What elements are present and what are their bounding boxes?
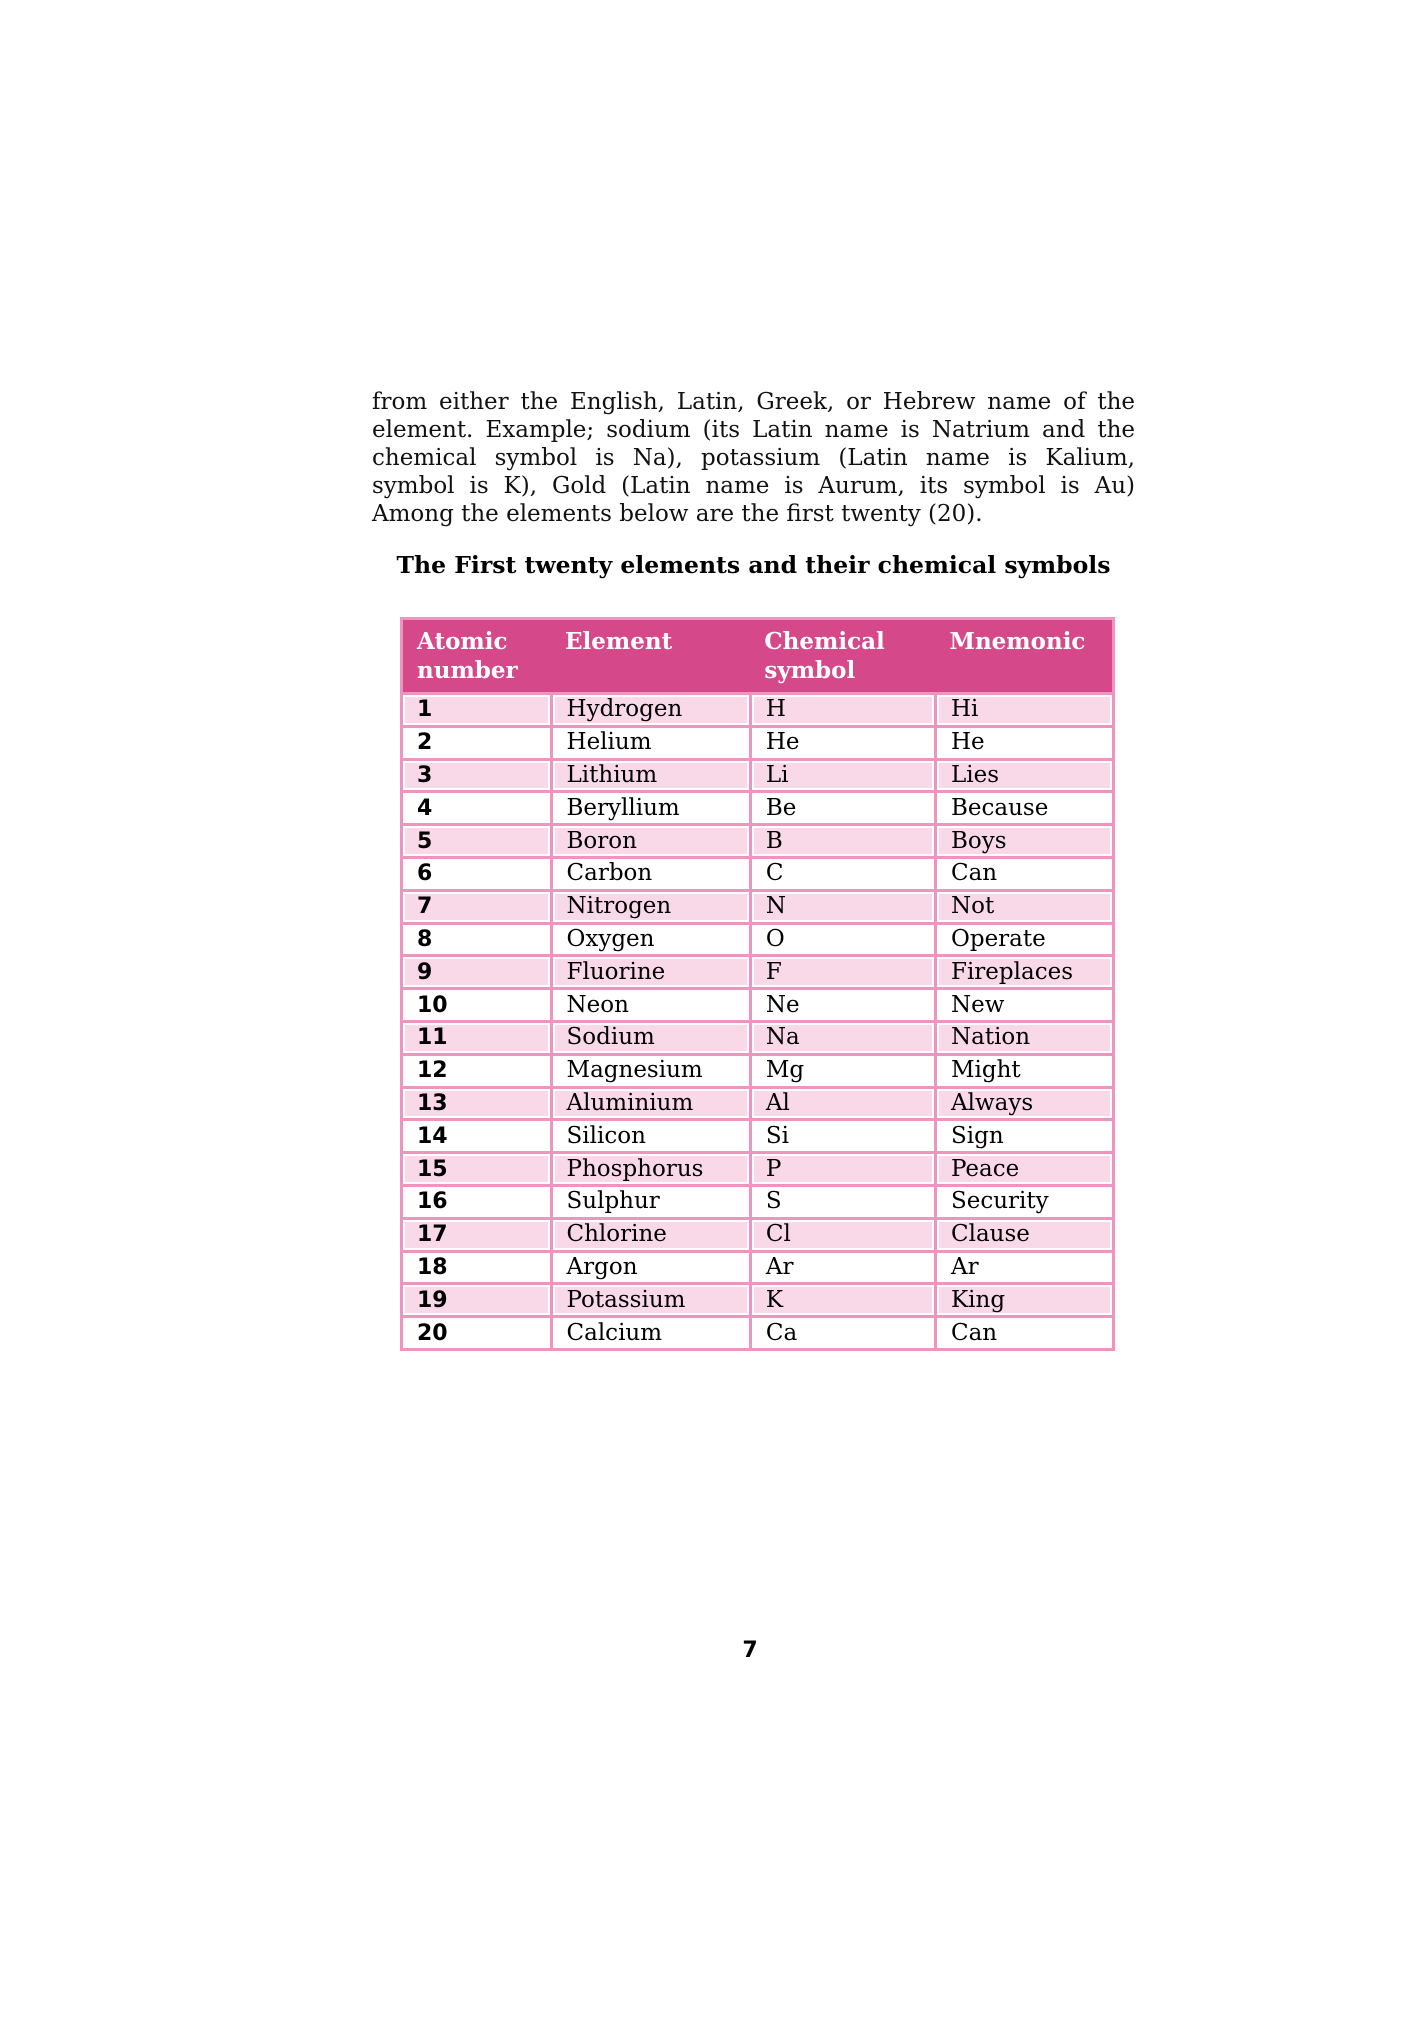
cell-chemical-symbol: C (750, 857, 935, 890)
cell-atomic-number: 7 (402, 890, 552, 923)
cell-atomic-number: 16 (402, 1185, 552, 1218)
table-row (402, 1120, 1114, 1153)
cell-chemical-symbol: N (750, 890, 935, 923)
cell-element: Boron (551, 825, 750, 858)
cell-mnemonic: Because (935, 792, 1113, 825)
table-row (402, 759, 1114, 792)
table-row (402, 956, 1114, 989)
cell-chemical-symbol: K (750, 1284, 935, 1317)
cell-element: Phosphorus (551, 1153, 750, 1186)
cell-mnemonic: Peace (935, 1153, 1113, 1186)
cell-mnemonic: Sign (935, 1120, 1113, 1153)
cell-atomic-number: 9 (402, 956, 552, 989)
cell-element: Silicon (551, 1120, 750, 1153)
table-row (402, 989, 1114, 1022)
cell-atomic-number: 20 (402, 1317, 552, 1350)
header-element: Element (551, 619, 750, 694)
table-row (402, 1153, 1114, 1186)
table-row (402, 1087, 1114, 1120)
cell-chemical-symbol: F (750, 956, 935, 989)
cell-chemical-symbol: H (750, 694, 935, 727)
cell-mnemonic: He (935, 726, 1113, 759)
page-number: 7 (742, 1638, 758, 1663)
table-row (402, 1284, 1114, 1317)
table-caption: The First twenty elements and their chemical symbols (396, 551, 1111, 579)
cell-atomic-number: 8 (402, 923, 552, 956)
cell-atomic-number: 12 (402, 1054, 552, 1087)
cell-element: Argon (551, 1251, 750, 1284)
header-row (402, 619, 1114, 694)
cell-element: Aluminium (551, 1087, 750, 1120)
table-row (402, 923, 1114, 956)
cell-chemical-symbol: Ne (750, 989, 935, 1022)
cell-atomic-number: 2 (402, 726, 552, 759)
cell-mnemonic: Boys (935, 825, 1113, 858)
cell-chemical-symbol: Na (750, 1021, 935, 1054)
cell-mnemonic: Not (935, 890, 1113, 923)
cell-element: Sodium (551, 1021, 750, 1054)
cell-atomic-number: 15 (402, 1153, 552, 1186)
cell-mnemonic: Always (935, 1087, 1113, 1120)
cell-element: Calcium (551, 1317, 750, 1350)
cell-chemical-symbol: Al (750, 1087, 935, 1120)
cell-chemical-symbol: Si (750, 1120, 935, 1153)
cell-element: Sulphur (551, 1185, 750, 1218)
cell-atomic-number: 6 (402, 857, 552, 890)
cell-mnemonic: Might (935, 1054, 1113, 1087)
cell-chemical-symbol: Ar (750, 1251, 935, 1284)
cell-mnemonic: King (935, 1284, 1113, 1317)
table-row (402, 1218, 1114, 1251)
cell-atomic-number: 1 (402, 694, 552, 727)
header-mnemonic: Mnemonic (935, 619, 1113, 694)
cell-atomic-number: 4 (402, 792, 552, 825)
table-row (402, 792, 1114, 825)
table-row (402, 890, 1114, 923)
cell-mnemonic: Operate (935, 923, 1113, 956)
cell-chemical-symbol: Li (750, 759, 935, 792)
cell-mnemonic: Lies (935, 759, 1113, 792)
cell-element: Chlorine (551, 1218, 750, 1251)
cell-chemical-symbol: B (750, 825, 935, 858)
header-chemical-symbol: Chemical symbol (750, 619, 935, 694)
cell-chemical-symbol: S (750, 1185, 935, 1218)
cell-atomic-number: 11 (402, 1021, 552, 1054)
elements-table-header (402, 619, 1114, 694)
cell-mnemonic: Can (935, 1317, 1113, 1350)
cell-element: Lithium (551, 759, 750, 792)
cell-chemical-symbol: Mg (750, 1054, 935, 1087)
cell-element: Helium (551, 726, 750, 759)
cell-mnemonic: New (935, 989, 1113, 1022)
elements-table-body (402, 694, 1114, 1350)
cell-mnemonic: Ar (935, 1251, 1113, 1284)
cell-mnemonic: Nation (935, 1021, 1113, 1054)
cell-chemical-symbol: Be (750, 792, 935, 825)
cell-chemical-symbol: P (750, 1153, 935, 1186)
cell-element: Carbon (551, 857, 750, 890)
cell-element: Neon (551, 989, 750, 1022)
table-row (402, 1185, 1114, 1218)
cell-atomic-number: 19 (402, 1284, 552, 1317)
cell-element: Potassium (551, 1284, 750, 1317)
cell-atomic-number: 14 (402, 1120, 552, 1153)
table-row (402, 825, 1114, 858)
cell-chemical-symbol: Ca (750, 1317, 935, 1350)
elements-table (400, 617, 1115, 1351)
cell-chemical-symbol: O (750, 923, 935, 956)
cell-mnemonic: Can (935, 857, 1113, 890)
cell-mnemonic: Fireplaces (935, 956, 1113, 989)
header-atomic-number: Atomic number (402, 619, 552, 694)
cell-element: Beryllium (551, 792, 750, 825)
table-row (402, 1054, 1114, 1087)
cell-element: Hydrogen (551, 694, 750, 727)
cell-mnemonic: Clause (935, 1218, 1113, 1251)
cell-chemical-symbol: He (750, 726, 935, 759)
intro-paragraph: from either the English, Latin, Greek, or Hebrew name of the element. Example; sodium (its Latin name is Natrium and the chemical symbol is Na), potassium (Latin name is Kalium, symbol is K), Gold (Latin name is Aurum, its symbol is Au) Among the elements below are the first twenty (20). (372, 389, 1135, 527)
cell-element: Fluorine (551, 956, 750, 989)
table-row (402, 1021, 1114, 1054)
table-row (402, 857, 1114, 890)
cell-mnemonic: Security (935, 1185, 1113, 1218)
cell-atomic-number: 13 (402, 1087, 552, 1120)
table-row (402, 1317, 1114, 1350)
cell-atomic-number: 5 (402, 825, 552, 858)
cell-atomic-number: 17 (402, 1218, 552, 1251)
cell-atomic-number: 10 (402, 989, 552, 1022)
cell-atomic-number: 3 (402, 759, 552, 792)
cell-chemical-symbol: Cl (750, 1218, 935, 1251)
cell-mnemonic: Hi (935, 694, 1113, 727)
table-row (402, 694, 1114, 727)
cell-element: Oxygen (551, 923, 750, 956)
cell-element: Magnesium (551, 1054, 750, 1087)
table-row (402, 1251, 1114, 1284)
cell-atomic-number: 18 (402, 1251, 552, 1284)
cell-element: Nitrogen (551, 890, 750, 923)
table-row (402, 726, 1114, 759)
